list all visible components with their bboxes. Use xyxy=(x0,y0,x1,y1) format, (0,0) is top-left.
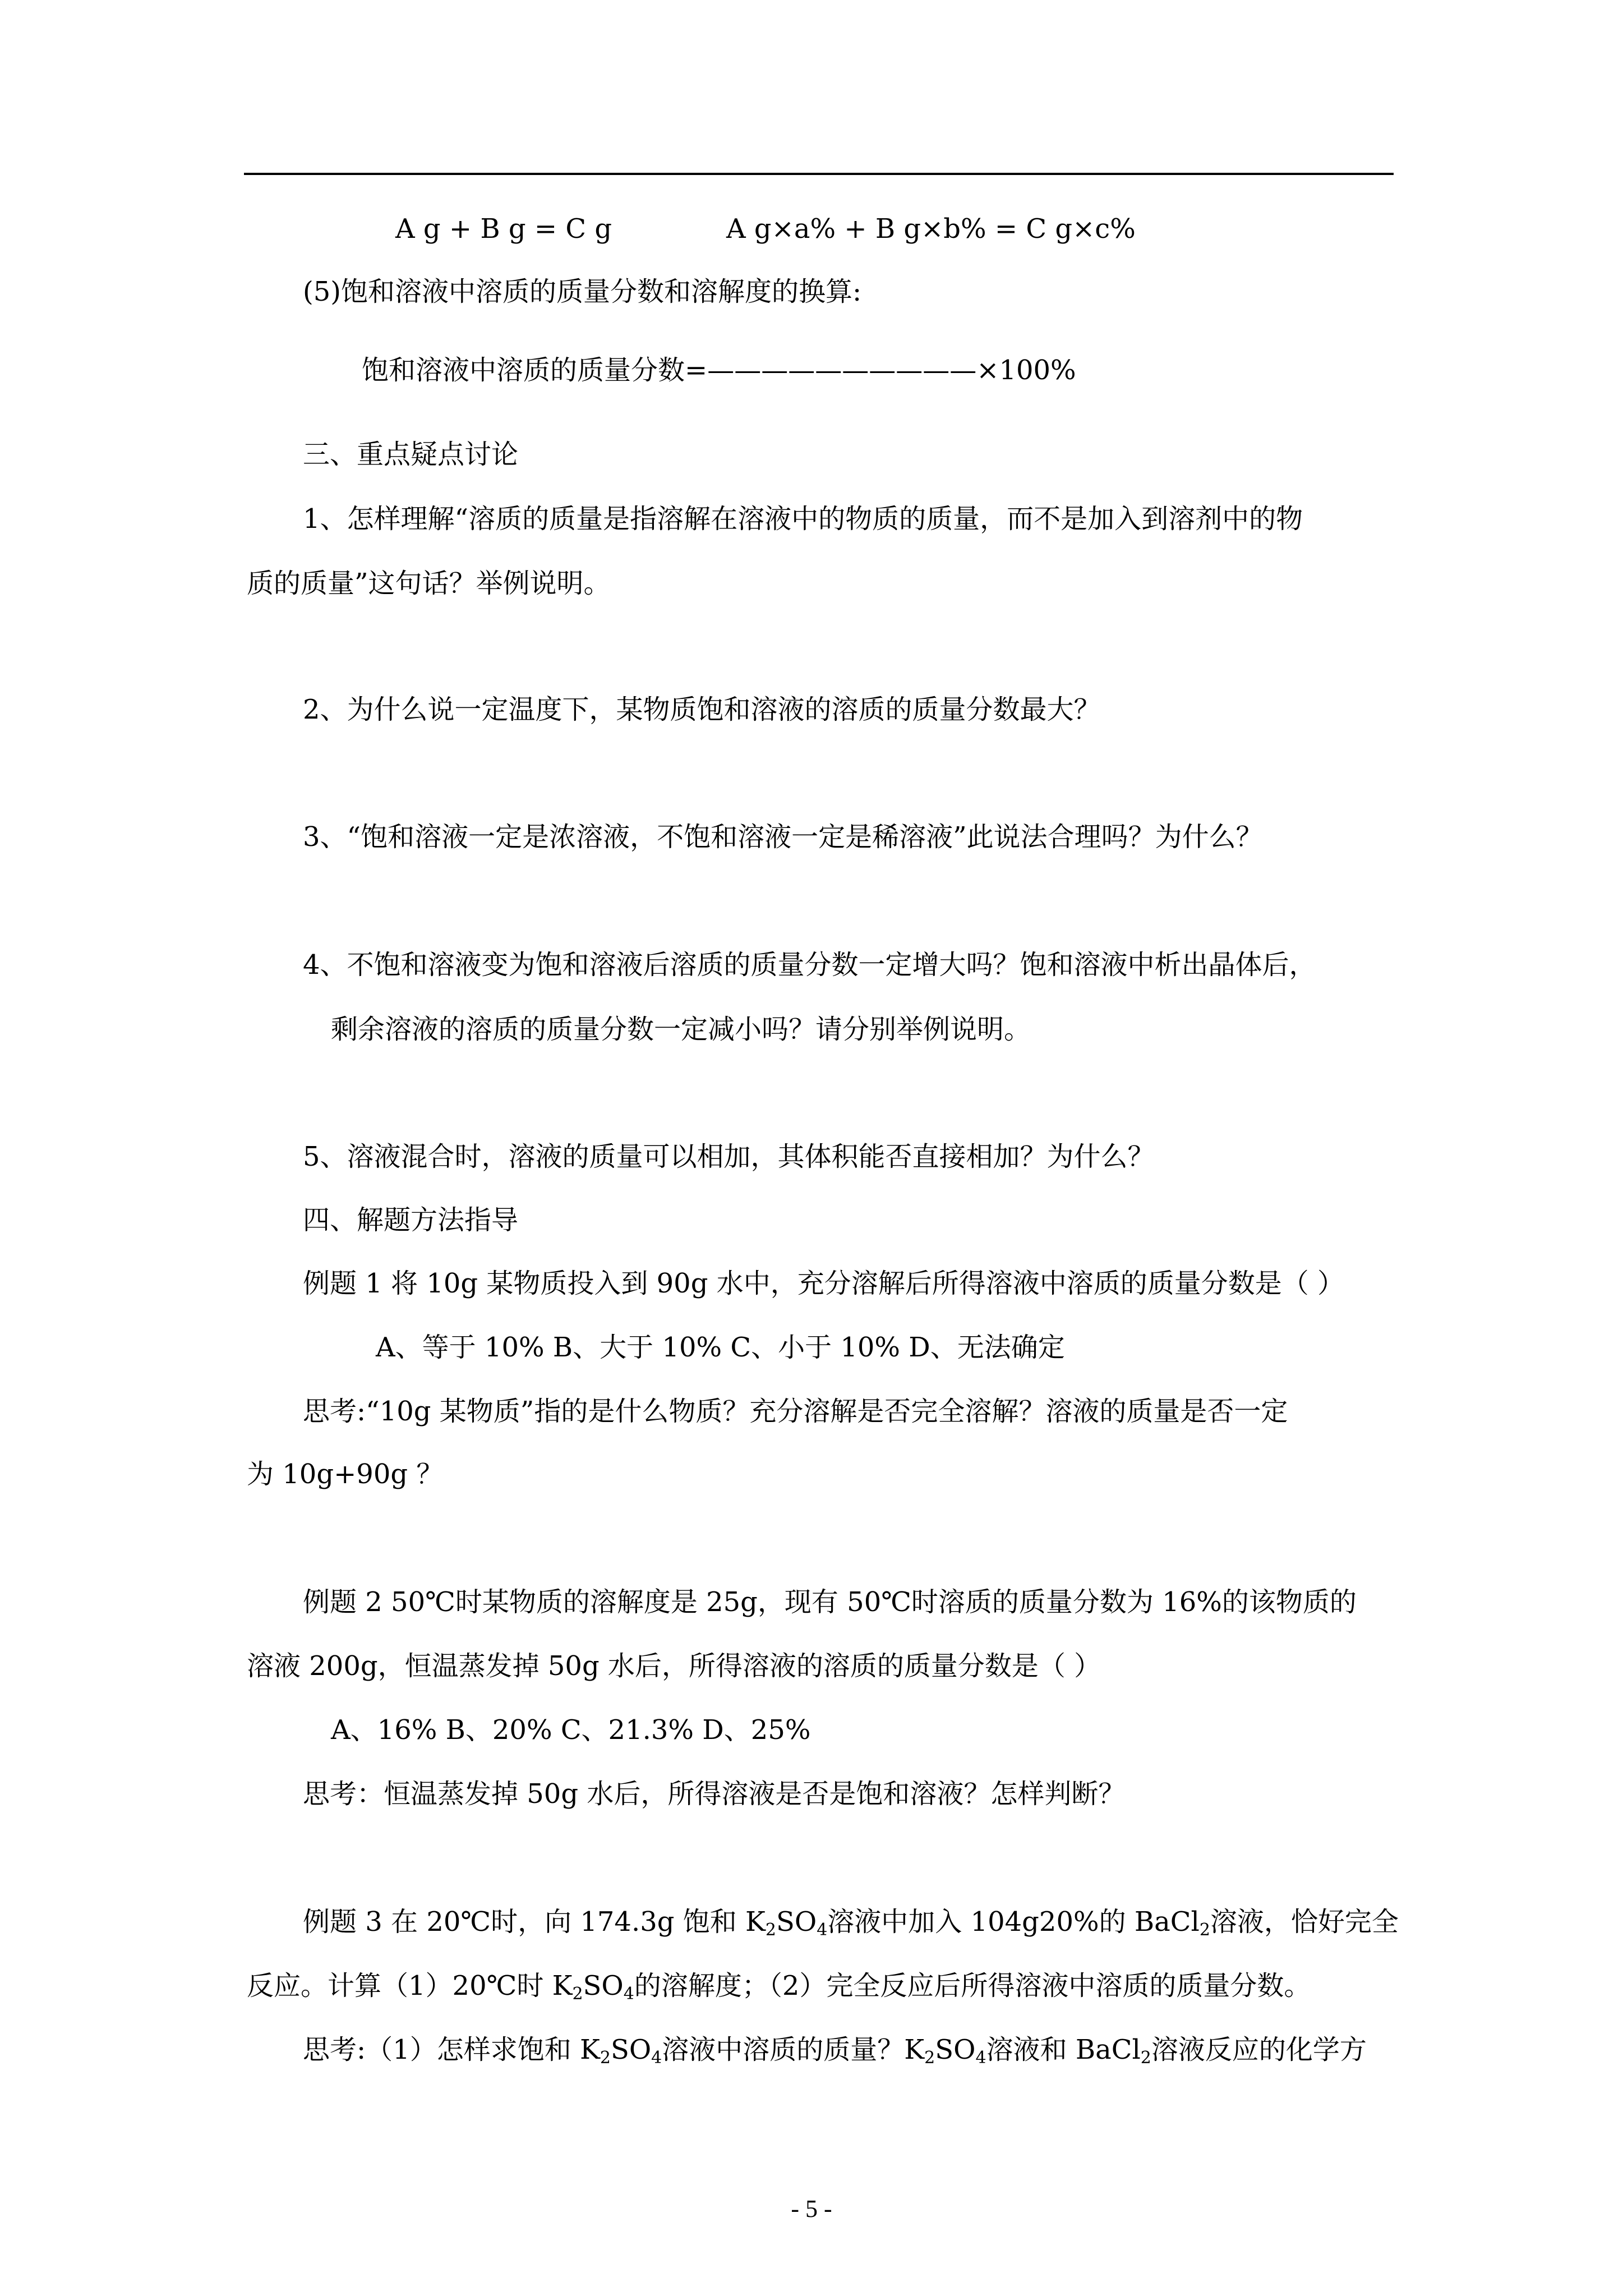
page-number: - 5 - xyxy=(791,2195,832,2223)
item-5-heading: (5)饱和溶液中溶质的质量分数和溶解度的换算: xyxy=(303,276,862,307)
example-3-thinking: 思考:（1）怎样求饱和 $K_2SO_4$溶液中溶质的质量？$K_2SO_4$溶液和 BaCl$_2$溶液反应的化学方 xyxy=(303,2034,1367,2068)
example-2-options: A、16% B、20% C、21.3% D、25% xyxy=(331,1714,811,1746)
section-3-title: 三、重点疑点讨论 xyxy=(303,439,519,470)
question-3: 3、“饱和溶液一定是浓溶液，不饱和溶液一定是稀溶液”此说法合理吗？为什么？ xyxy=(303,821,1263,853)
question-2: 2、为什么说一定温度下，某物质饱和溶液的溶质的质量分数最大？ xyxy=(303,694,1101,725)
header-rule xyxy=(244,173,1394,175)
mixing-formula-left: A g + B g = C g xyxy=(395,213,612,245)
mass-fraction-formula: 饱和溶液中溶质的质量分数=——————————×100% xyxy=(362,355,1076,386)
example-1: 例题 1 将 10g 某物质投入到 90g 水中，充分溶解后所得溶液中溶质的质量分数是（ ） xyxy=(303,1268,1344,1299)
question-4-line-1: 4、不饱和溶液变为饱和溶液后溶质的质量分数一定增大吗？饱和溶液中析出晶体后， xyxy=(303,949,1316,981)
question-1-line-1: 1、怎样理解“溶质的质量是指溶解在溶液中的物质的质量，而不是加入到溶剂中的物 xyxy=(303,503,1303,535)
question-1-line-2: 质的质量”这句话？举例说明。 xyxy=(247,568,611,599)
section-4-title: 四、解题方法指导 xyxy=(303,1204,519,1236)
example-3-line-2: 反应。计算（1）20℃时 $K_2SO_4$的溶解度；（2）完全反应后所得溶液中溶质的质量分数。 xyxy=(247,1970,1311,2004)
example-2-line-1: 例题 2 50℃时某物质的溶解度是 25g，现有 50℃时溶质的质量分数为 16%的该物质的 xyxy=(303,1586,1357,1618)
question-4-line-2: 剩余溶液的溶质的质量分数一定减小吗？请分别举例说明。 xyxy=(331,1014,1031,1045)
example-2-thinking: 思考：恒温蒸发掉 50g 水后，所得溶液是否是饱和溶液？怎样判断？ xyxy=(303,1778,1126,1810)
example-1-thinking-line-1: 思考:“10g 某物质”指的是什么物质？充分溶解是否完全溶解？溶液的质量是否一定 xyxy=(303,1396,1288,1427)
example-1-thinking-line-2: 为 10g+90g ？ xyxy=(247,1458,444,1490)
example-1-options: A、等于 10% B、大于 10% C、小于 10% D、无法确定 xyxy=(376,1332,1065,1363)
question-5: 5、溶液混合时，溶液的质量可以相加，其体积能否直接相加？为什么？ xyxy=(303,1141,1155,1172)
example-3-line-1: 例题 3 在 20℃时，向 174.3g 饱和 $K_2SO_4$溶液中加入 104g20%的 BaCl$_2$溶液，恰好完全 xyxy=(303,1906,1399,1940)
example-2-line-2: 溶液 200g，恒温蒸发掉 50g 水后，所得溶液的溶质的质量分数是（ ） xyxy=(247,1650,1101,1682)
mixing-formula-right: A g×a% + B g×b% = C g×c% xyxy=(726,213,1136,245)
